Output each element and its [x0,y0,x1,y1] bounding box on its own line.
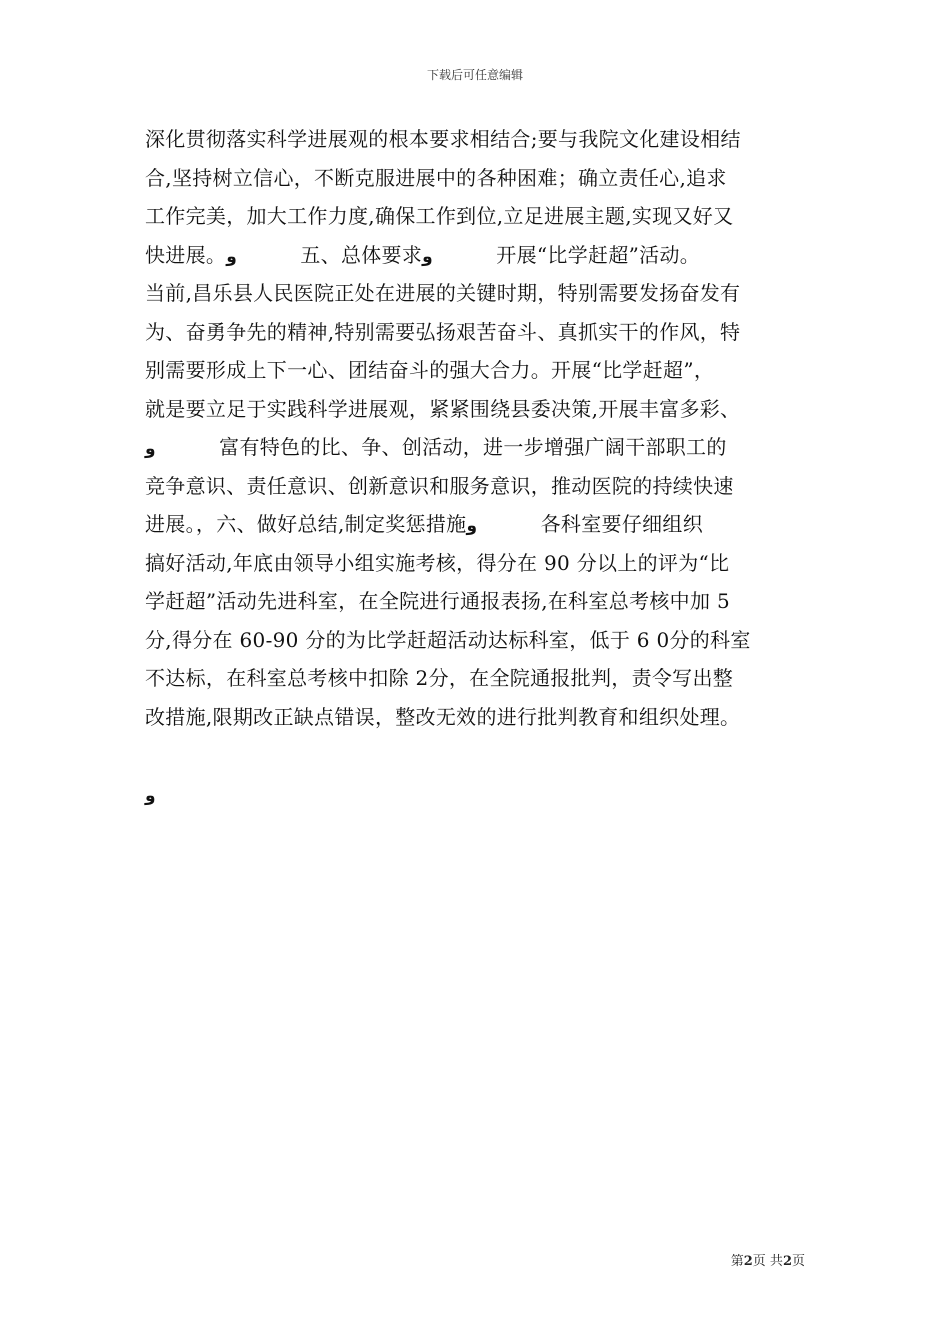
text-segment: 分,得分在 60-90 分的为比学赶超活动达标科室，低于 6 0分的科室 [145,627,751,652]
paragraph-mark: و [145,785,156,806]
footer-total-pages: 2 [782,1254,792,1269]
text-segment: 搞好活动,年底由领导小组实施考核，得分在 90 分以上的评为“比 [145,550,730,575]
text-line [145,197,815,236]
text-segment: 进展。，六、做好总结,制定奖惩措施 [145,512,467,536]
text-segment: 学赶超”活动先进科室，在全院进行通报表扬,在科室总考核中加 5 [145,589,730,613]
text-segment: 开展“比学赶超”活动。 [432,242,701,267]
text-line [145,351,815,390]
text-segment: 竞争意识、责任意识、创新意识和服务意识，推动医院的持续快速 [145,473,734,498]
footer-middle: 页 共 [752,1254,783,1269]
text-line [145,698,815,737]
body-text [145,120,815,813]
text-line [145,775,815,814]
footer-page-number: 2 [743,1254,753,1269]
text-line [145,659,815,698]
text-line [145,467,815,506]
text-segment: 快进展。 [145,242,227,267]
text-line [145,428,815,467]
text-line [145,736,815,775]
text-segment: 别需要形成上下一心、团结奋斗的强大合力。开展“比学赶超”， [145,358,715,382]
footer-prefix: 第 [730,1254,744,1269]
page-header: 下载后可任意编辑 [426,68,523,82]
text-segment: 工作完美，加大工作力度,确保工作到位,立足进展主题,实现又好又 [145,204,734,228]
text-line [145,390,815,429]
text-line [145,120,815,159]
text-segment: 富有特色的比、争、创活动，进一步增强广阔干部职工的 [155,435,727,459]
text-segment: 各科室要仔细组织 [477,512,704,536]
text-segment: 深化贯彻落实科学进展观的根本要求相结合;要与我院文化建设相结 [145,127,741,151]
text-line [145,582,815,621]
paragraph-mark: و [226,246,237,267]
footer-suffix: 页 [791,1254,805,1269]
paragraph-mark: و [145,439,156,459]
text-line [145,544,815,583]
text-segment: 改措施,限期改正缺点错误，整改无效的进行批判教育和组织处理。 [145,704,741,729]
text-line [145,274,815,313]
text-line [145,621,815,660]
text-segment: 就是要立足于实践科学进展观，紧紧围绕县委决策,开展丰富多彩、 [145,396,741,421]
text-line [145,505,815,544]
paragraph-mark: و [466,516,478,536]
text-segment: 当前,昌乐县人民医院正处在进展的关键时期，特别需要发扬奋发有 [145,281,741,305]
paragraph-mark: و [422,246,433,267]
text-segment: 合,坚持树立信心，不断克服进展中的各种困难；确立责任心,追求 [145,165,727,190]
page-footer [731,1250,805,1269]
text-segment: 五、总体要求 [236,242,423,267]
text-line [145,313,815,352]
text-segment: 不达标，在科室总考核中扣除 2分，在全院通报批判，责令写出整 [145,666,734,690]
text-line [145,236,815,275]
text-segment: 为、奋勇争先的精神,特别需要弘扬艰苦奋斗、真抓实干的作风，特 [145,319,741,344]
text-line [145,159,815,198]
